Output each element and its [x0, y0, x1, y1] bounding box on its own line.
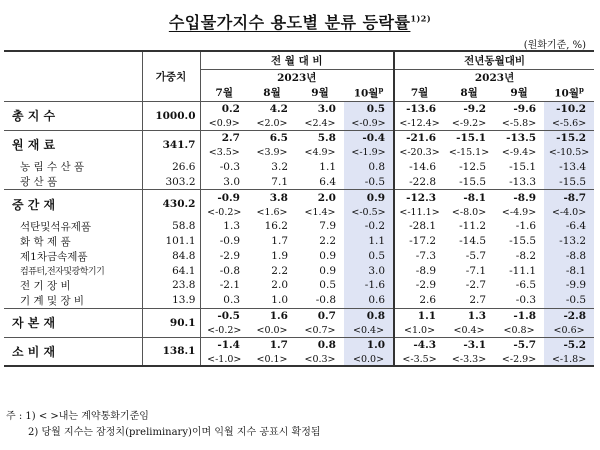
yoy-contract-value: <-5.8> [501, 117, 537, 129]
mom-value: 0.9 [319, 250, 336, 262]
row-weight: 341.7 [142, 130, 200, 159]
header-mom: 전 월 대 비 [200, 51, 394, 69]
mom-value: 0.7 [296, 308, 344, 324]
mom-value: 2.2 [319, 235, 336, 247]
yoy-value: -2.7 [465, 279, 487, 291]
yoy-contract-value: <-4.0> [544, 206, 594, 219]
yoy-value: -8.1 [544, 264, 594, 278]
row-weight: 13.9 [142, 293, 200, 309]
page-title [0, 10, 600, 33]
mom-value: -2.1 [219, 279, 240, 291]
mom-value: 1.0 [344, 337, 394, 353]
yoy-value: -17.2 [409, 235, 437, 247]
yoy-value: -2.9 [415, 279, 437, 291]
mom-contract-value: <1.4> [304, 206, 336, 218]
header-month: 10월$^p$ [544, 85, 594, 101]
table-row [4, 293, 594, 309]
mom-contract-value: <1.6> [256, 206, 288, 218]
mom-contract-value: <3.9> [256, 147, 288, 158]
mom-contract-value: <0.4> [344, 324, 394, 337]
yoy-value: -8.1 [444, 190, 494, 206]
row-weight: 1000.0 [142, 101, 200, 130]
row-label: 화 학 제 품 [4, 234, 142, 249]
yoy-contract-value: <-1.8> [544, 353, 594, 366]
table-row [4, 249, 594, 264]
table-row [4, 130, 594, 146]
mom-value: -0.8 [315, 294, 336, 306]
yoy-value: -15.2 [544, 130, 594, 146]
row-label: 중 간 재 [4, 190, 142, 219]
unit-label: (원화기준, %) [523, 40, 586, 51]
yoy-value: -5.7 [465, 250, 487, 262]
index-table [4, 50, 594, 367]
title-text: 수입물가지수 용도별 분류 등락률 [168, 13, 411, 32]
row-label: 자 본 재 [4, 308, 142, 337]
yoy-value: -1.8 [494, 308, 544, 324]
mom-contract-value: <-1.9> [344, 146, 394, 159]
mom-value: 2.7 [200, 130, 248, 146]
yoy-value: -13.4 [544, 159, 594, 174]
yoy-value: -12.5 [459, 160, 487, 173]
mom-value: -0.8 [219, 264, 240, 277]
row-label: 전 기 장 비 [4, 278, 142, 293]
yoy-value: -3.1 [444, 337, 494, 353]
table-row [4, 278, 594, 293]
mom-value: 1.6 [248, 308, 296, 324]
mom-value: -2.9 [219, 250, 240, 262]
yoy-value: -8.2 [515, 250, 537, 262]
mom-value: -0.2 [344, 219, 394, 234]
footnote-2: 2) 당월 지수는 잠정치(preliminary)이며 익월 지수 공표시 확정됨 [28, 427, 321, 438]
mom-contract-value: <-0.2> [207, 206, 242, 218]
title-footnote-mark: 1)2) [410, 13, 432, 24]
yoy-value: -10.2 [544, 101, 594, 117]
header-month: 8월 [248, 85, 296, 101]
mom-value: 3.0 [223, 175, 240, 188]
mom-value: 1.0 [271, 294, 288, 306]
mom-value: 0.8 [344, 308, 394, 324]
yoy-value: -15.1 [444, 130, 494, 146]
table-row [4, 337, 594, 353]
yoy-value: -21.6 [394, 130, 444, 146]
table-row [4, 190, 594, 206]
mom-value: 0.9 [344, 190, 394, 206]
mom-contract-value: <0.1> [248, 353, 296, 366]
mom-value: 3.0 [344, 264, 394, 278]
yoy-value: -15.1 [509, 160, 537, 173]
mom-value: 0.8 [296, 337, 344, 353]
mom-value: 6.5 [248, 130, 296, 146]
prelim-mark: p [378, 85, 384, 94]
row-label: 석탄및석유제품 [4, 219, 142, 234]
yoy-value: -9.2 [444, 101, 494, 117]
mom-value: -0.9 [219, 235, 240, 247]
mom-value: -0.5 [344, 174, 394, 190]
header-month: 7월 [200, 85, 248, 101]
row-weight: 430.2 [142, 190, 200, 219]
mom-contract-value: <4.9> [304, 147, 336, 158]
mom-contract-value: <0.0> [344, 353, 394, 366]
mom-value: -0.4 [344, 130, 394, 146]
yoy-value: 1.3 [444, 308, 494, 324]
mom-value: 7.9 [319, 220, 336, 232]
yoy-contract-value: <-2.9> [494, 353, 544, 366]
mom-value: 1.3 [223, 220, 240, 232]
yoy-value: -28.1 [409, 220, 437, 232]
yoy-contract-value: <0.8> [503, 324, 535, 336]
yoy-contract-value: <-15.1> [448, 147, 490, 158]
header-mom-year: 2023년 [200, 69, 394, 85]
prelim-mark: p [579, 85, 584, 94]
footnote-1: 주 : 1) < >내는 계약통화기준임 [6, 411, 149, 422]
row-weight: 303.2 [142, 174, 200, 190]
yoy-contract-value: <-3.3> [444, 353, 494, 366]
yoy-contract-value: <-8.0> [451, 206, 487, 218]
mom-contract-value: <-0.5> [344, 206, 394, 219]
yoy-value: -4.3 [394, 337, 444, 353]
yoy-value: 2.6 [419, 294, 437, 306]
yoy-value: -1.6 [515, 220, 537, 232]
table-row [4, 159, 594, 174]
header-month: 9월 [296, 85, 344, 101]
yoy-contract-value: <-9.2> [451, 117, 487, 129]
yoy-contract-value: <-9.4> [501, 147, 537, 158]
yoy-value: -13.3 [509, 175, 537, 188]
yoy-value: -5.7 [494, 337, 544, 353]
yoy-value: -13.5 [494, 130, 544, 146]
mom-contract-value: <2.0> [256, 117, 288, 129]
yoy-value: -8.7 [544, 190, 594, 206]
yoy-value: -11.2 [459, 220, 487, 232]
yoy-contract-value: <0.6> [544, 324, 594, 337]
table-row [4, 174, 594, 190]
mom-value: 16.2 [264, 220, 288, 232]
yoy-contract-value: <-20.3> [399, 147, 440, 158]
mom-value: 4.2 [248, 101, 296, 117]
header-month: 10월$^p$ [344, 85, 394, 101]
row-weight: 64.1 [142, 264, 200, 278]
yoy-value: -6.4 [544, 219, 594, 234]
yoy-value: -13.6 [394, 101, 444, 117]
mom-value: 1.1 [319, 160, 336, 173]
mom-value: 0.6 [344, 293, 394, 309]
row-weight: 101.1 [142, 234, 200, 249]
row-label: 총 지 수 [4, 101, 142, 130]
row-weight: 23.8 [142, 278, 200, 293]
mom-value: 0.5 [319, 279, 336, 291]
row-weight: 58.8 [142, 219, 200, 234]
yoy-value: 2.7 [469, 294, 487, 306]
mom-value: -1.4 [200, 337, 248, 353]
table-body [4, 51, 594, 366]
mom-value: -1.6 [344, 278, 394, 293]
table-row [4, 234, 594, 249]
row-label: 원 재 료 [4, 130, 142, 159]
mom-value: 0.5 [344, 101, 394, 117]
mom-contract-value: <0.3> [296, 353, 344, 366]
row-weight: 26.6 [142, 159, 200, 174]
mom-contract-value: <3.5> [208, 147, 240, 158]
yoy-contract-value: <-11.1> [399, 206, 440, 218]
yoy-value: -0.5 [544, 293, 594, 309]
yoy-value: -6.5 [515, 279, 537, 291]
mom-value: 0.5 [344, 249, 394, 264]
table-row [4, 219, 594, 234]
row-label: 소 비 재 [4, 337, 142, 366]
yoy-value: -0.3 [515, 294, 537, 306]
yoy-contract-value: <1.0> [404, 324, 436, 336]
mom-value: 3.8 [248, 190, 296, 206]
row-label: 광 산 품 [4, 174, 142, 190]
mom-value: 7.1 [271, 175, 288, 188]
header-month: 9월 [494, 85, 544, 101]
row-weight: 90.1 [142, 308, 200, 337]
mom-value: 3.0 [296, 101, 344, 117]
table-row [4, 308, 594, 324]
header-month: 7월 [394, 85, 444, 101]
mom-value: 2.2 [271, 264, 288, 277]
yoy-value: -12.3 [394, 190, 444, 206]
mom-contract-value: <-0.2> [207, 324, 242, 336]
yoy-contract-value: <-3.5> [394, 353, 444, 366]
mom-value: -0.3 [219, 160, 240, 173]
mom-contract-value: <0.7> [304, 324, 336, 336]
mom-contract-value: <0.0> [256, 324, 288, 336]
yoy-contract-value: <-5.6> [544, 117, 594, 130]
yoy-value: -9.6 [494, 101, 544, 117]
yoy-value: -7.1 [465, 264, 487, 277]
mom-value: 0.2 [200, 101, 248, 117]
mom-value: 1.1 [344, 234, 394, 249]
mom-value: 6.4 [319, 175, 336, 188]
mom-contract-value: <0.9> [208, 117, 240, 129]
yoy-value: -15.5 [544, 174, 594, 190]
row-weight: 138.1 [142, 337, 200, 366]
mom-value: 1.9 [271, 250, 288, 262]
header-category [4, 51, 142, 101]
row-weight: 84.8 [142, 249, 200, 264]
yoy-value: -11.1 [509, 264, 537, 277]
row-label: 컴퓨터,전자및광학기기 [4, 264, 142, 278]
table-row [4, 264, 594, 278]
header-yoy: 전년동월대비 [394, 51, 594, 69]
mom-contract-value: <-1.0> [200, 353, 248, 366]
yoy-value: -14.6 [409, 160, 437, 173]
yoy-value: 1.1 [394, 308, 444, 324]
footnotes [6, 409, 321, 441]
mom-value: 0.9 [319, 264, 336, 277]
yoy-value: -8.8 [544, 249, 594, 264]
yoy-contract-value: <-10.5> [544, 146, 594, 159]
mom-contract-value: <-0.9> [344, 117, 394, 130]
row-label: 제1차금속제품 [4, 249, 142, 264]
yoy-contract-value: <0.4> [453, 324, 485, 336]
yoy-value: -15.5 [509, 235, 537, 247]
mom-value: 0.8 [344, 159, 394, 174]
mom-value: 5.8 [296, 130, 344, 146]
mom-value: 2.0 [271, 279, 288, 291]
yoy-value: -9.9 [544, 278, 594, 293]
row-label: 기 계 및 장 비 [4, 293, 142, 309]
mom-value: -0.5 [200, 308, 248, 324]
yoy-value: -8.9 [415, 264, 437, 277]
yoy-value: -13.2 [544, 234, 594, 249]
yoy-value: -8.9 [494, 190, 544, 206]
mom-value: 3.2 [271, 160, 288, 173]
row-label: 농 림 수 산 품 [4, 159, 142, 174]
mom-value: 1.7 [248, 337, 296, 353]
mom-value: 0.3 [223, 294, 240, 306]
yoy-contract-value: <-12.4> [399, 117, 440, 129]
yoy-value: -22.8 [409, 175, 437, 188]
yoy-value: -2.8 [544, 308, 594, 324]
yoy-contract-value: <-4.9> [501, 206, 537, 218]
yoy-value: -5.2 [544, 337, 594, 353]
yoy-value: -15.5 [459, 175, 487, 188]
yoy-value: -7.3 [415, 250, 437, 262]
header-yoy-year: 2023년 [394, 69, 594, 85]
yoy-value: -14.5 [459, 235, 487, 247]
mom-value: -0.9 [200, 190, 248, 206]
header-weight: 가중치 [142, 51, 200, 101]
header-month: 8월 [444, 85, 494, 101]
mom-value: 1.7 [271, 235, 288, 247]
table-row [4, 101, 594, 117]
mom-contract-value: <2.4> [304, 117, 336, 129]
mom-value: 2.0 [296, 190, 344, 206]
